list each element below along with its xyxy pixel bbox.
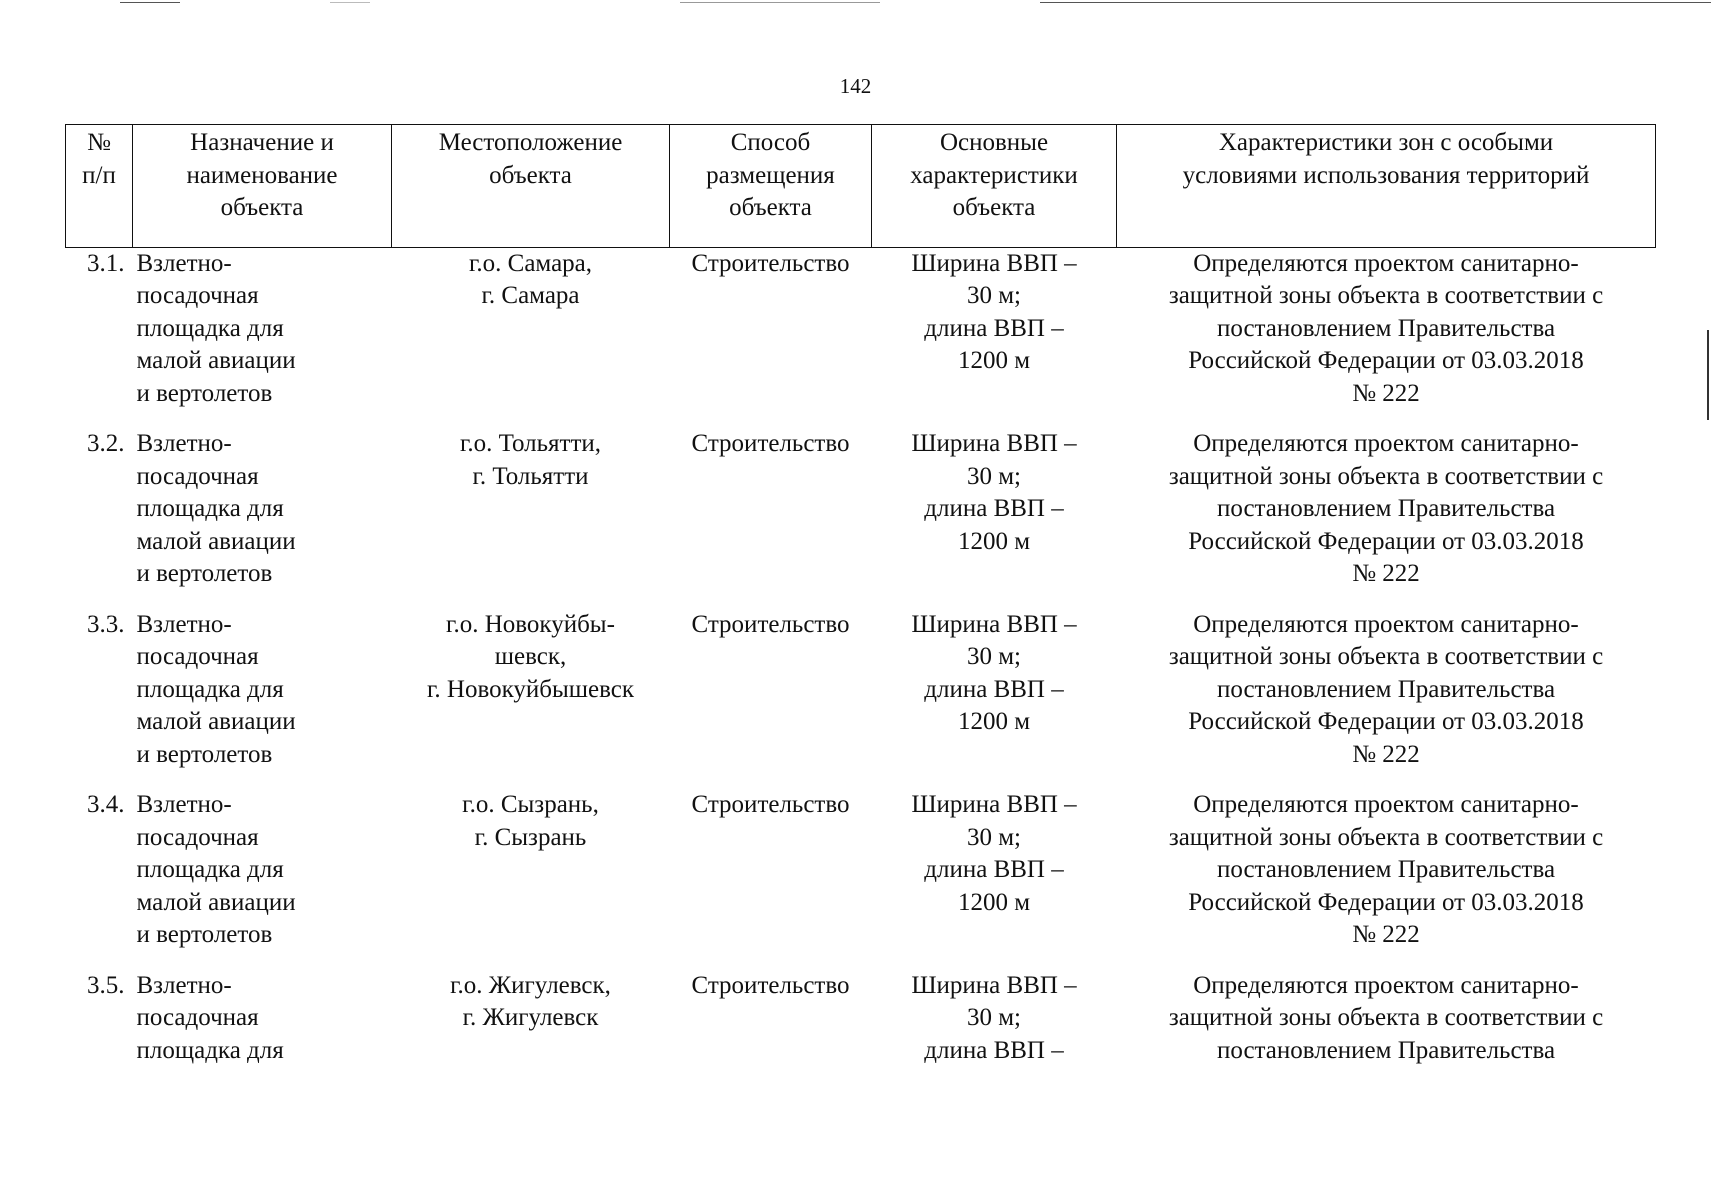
scan-edge-line — [1040, 2, 1711, 3]
cell-text-line: 1200 м — [957, 347, 1031, 374]
cell-text-line: защитной зоны объекта в соответствии с — [1168, 282, 1604, 309]
cell-location — [392, 247, 670, 423]
header-text-line: Основные — [939, 129, 1049, 156]
cell-number: 3.4. — [87, 791, 125, 818]
cell-text-line: № 222 — [1352, 740, 1420, 768]
header-text-line: объекта — [952, 194, 1036, 221]
cell-text-line: защитной зоны объекта в соответствии с — [1168, 643, 1604, 670]
table-row — [66, 784, 1656, 965]
header-text-line: п/п — [82, 161, 116, 189]
cell-text-line: Взлетно- — [136, 791, 232, 818]
cell-text-line: защитной зоны объекта в соответствии с — [1168, 462, 1604, 490]
header-text-line: условиями использования территорий — [1182, 161, 1590, 189]
cell-text-line: длина ВВП – — [924, 1036, 1064, 1064]
header-text-line: размещения — [706, 161, 835, 189]
header-text-line: Характеристики зон с особыми — [1218, 129, 1554, 156]
cell-text-line: шевск, — [494, 643, 567, 670]
cell-text-line: постановлением Правительства — [1216, 314, 1556, 342]
cell-text-line: длина ВВП – — [924, 314, 1064, 342]
cell-text-line: Ширина ВВП – — [911, 610, 1077, 638]
table-row — [66, 965, 1656, 1081]
cell-text-line: и вертолетов — [136, 560, 273, 587]
cell-number: 3.1. — [87, 249, 125, 277]
cell-text-line: и вертолетов — [136, 921, 273, 948]
cell-text-line: № 222 — [1352, 379, 1420, 407]
cell-object-name — [133, 423, 392, 604]
cell-text-line: Взлетно- — [136, 430, 232, 457]
cell-characteristics — [872, 423, 1117, 604]
cell-placement-method: Строительство — [691, 610, 850, 638]
table-row — [66, 247, 1656, 423]
cell-text-line: г.о. Тольятти, — [459, 430, 602, 457]
cell-text-line: длина ВВП – — [924, 675, 1064, 703]
cell-text-line: постановлением Правительства — [1216, 675, 1556, 703]
header-purpose-name — [133, 125, 392, 248]
cell-text-line: Российской Федерации от 03.03.2018 — [1188, 888, 1584, 916]
cell-text-line: Определяются проектом санитарно- — [1193, 430, 1579, 457]
cell-object-name — [133, 604, 392, 785]
header-zone-characteristics — [1117, 125, 1656, 248]
cell-text-line: площадка для — [136, 314, 284, 342]
cell-object-name — [133, 784, 392, 965]
cell-text-line: г. Жигулевск — [462, 1004, 599, 1031]
cell-zone-characteristics — [1117, 784, 1656, 965]
cell-text-line: постановлением Правительства — [1216, 495, 1556, 522]
cell-number: 3.2. — [87, 430, 125, 457]
cell-object-name — [133, 965, 392, 1081]
cell-text-line: № 222 — [1352, 560, 1420, 587]
objects-table — [65, 124, 1656, 1080]
cell-location — [392, 784, 670, 965]
cell-zone-characteristics — [1117, 604, 1656, 785]
cell-characteristics — [872, 784, 1117, 965]
cell-text-line: защитной зоны объекта в соответствии с — [1168, 1004, 1604, 1031]
cell-text-line: площадка для — [136, 856, 284, 883]
table-row — [66, 604, 1656, 785]
cell-text-line: защитной зоны объекта в соответствии с — [1168, 823, 1604, 851]
cell-text-line: площадка для — [136, 1036, 284, 1064]
scan-edge-line — [330, 2, 370, 3]
cell-text-line: площадка для — [136, 675, 284, 703]
cell-zone-characteristics — [1117, 965, 1656, 1081]
table-body — [66, 247, 1656, 1080]
header-number — [66, 125, 133, 248]
table-row — [66, 423, 1656, 604]
cell-text-line: постановлением Правительства — [1216, 1036, 1556, 1064]
header-text-line: объекта — [489, 161, 572, 189]
cell-text-line: Взлетно- — [136, 249, 232, 277]
cell-text-line: посадочная — [136, 823, 259, 851]
cell-characteristics — [872, 247, 1117, 423]
cell-text-line: Ширина ВВП – — [911, 249, 1077, 277]
scan-edge-line — [120, 2, 180, 3]
cell-text-line: длина ВВП – — [924, 856, 1064, 883]
cell-placement-method: Строительство — [691, 249, 850, 277]
cell-text-line: г. Тольятти — [472, 462, 589, 490]
scan-edge-line — [680, 2, 880, 3]
cell-characteristics — [872, 604, 1117, 785]
header-row — [66, 125, 1656, 248]
cell-text-line: Ширина ВВП – — [911, 791, 1077, 818]
cell-text-line: Российской Федерации от 03.03.2018 — [1188, 347, 1584, 374]
cell-text-line: 30 м; — [966, 823, 1022, 851]
cell-text-line: 30 м; — [966, 643, 1022, 670]
cell-text-line: Определяются проектом санитарно- — [1193, 971, 1579, 999]
cell-text-line: Ширина ВВП – — [911, 430, 1077, 457]
cell-text-line: постановлением Правительства — [1216, 856, 1556, 883]
cell-text-line: 30 м; — [966, 282, 1022, 309]
cell-text-line: и вертолетов — [136, 379, 273, 407]
cell-text-line: Ширина ВВП – — [911, 971, 1077, 999]
cell-text-line: малой авиации — [136, 708, 296, 735]
cell-text-line: № 222 — [1352, 921, 1420, 948]
header-text-line: характеристики — [910, 161, 1078, 189]
cell-text-line: г.о. Новокуйбы- — [446, 610, 615, 638]
cell-text-line: Российской Федерации от 03.03.2018 — [1188, 527, 1584, 555]
header-text-line: Местоположение — [438, 129, 623, 156]
cell-text-line: малой авиации — [136, 347, 296, 374]
cell-placement-method: Строительство — [691, 430, 850, 457]
cell-number: 3.3. — [87, 610, 125, 638]
cell-location — [392, 423, 670, 604]
cell-text-line: длина ВВП – — [924, 495, 1064, 522]
cell-text-line: посадочная — [136, 462, 259, 490]
cell-zone-characteristics — [1117, 423, 1656, 604]
cell-placement-method: Строительство — [691, 791, 850, 818]
cell-text-line: 1200 м — [957, 527, 1031, 555]
cell-text-line: Взлетно- — [136, 610, 232, 638]
cell-text-line: 30 м; — [966, 462, 1022, 490]
cell-text-line: г. Самара — [481, 282, 580, 309]
cell-text-line: Российской Федерации от 03.03.2018 — [1188, 708, 1584, 735]
header-text-line: объекта — [729, 194, 812, 221]
cell-text-line: г. Новокуйбышевск — [426, 675, 635, 703]
header-text-line: № — [87, 129, 111, 156]
cell-placement-method: Строительство — [691, 971, 850, 999]
cell-text-line: 1200 м — [957, 708, 1031, 735]
cell-characteristics — [872, 965, 1117, 1081]
header-text-line: наименование — [186, 161, 338, 189]
cell-text-line: Взлетно- — [136, 971, 232, 999]
header-location — [392, 125, 670, 248]
table-header — [66, 125, 1656, 248]
cell-text-line: посадочная — [136, 282, 259, 309]
header-placement-method — [670, 125, 872, 248]
cell-text-line: Определяются проектом санитарно- — [1193, 791, 1579, 818]
cell-text-line: малой авиации — [136, 527, 296, 555]
cell-text-line: посадочная — [136, 643, 259, 670]
cell-text-line: Определяются проектом санитарно- — [1193, 249, 1579, 277]
page-number: 142 — [839, 74, 872, 98]
scan-edge-mark — [1707, 330, 1709, 420]
cell-text-line: Определяются проектом санитарно- — [1193, 610, 1579, 638]
header-text-line: Назначение и — [190, 129, 334, 156]
cell-text-line: малой авиации — [136, 888, 296, 916]
cell-text-line: площадка для — [136, 495, 284, 522]
cell-object-name — [133, 247, 392, 423]
cell-location — [392, 604, 670, 785]
header-main-characteristics — [872, 125, 1117, 248]
header-text-line: объекта — [220, 194, 304, 221]
cell-text-line: г.о. Сызрань, — [462, 791, 599, 818]
cell-text-line: г.о. Жигулевск, — [450, 971, 611, 999]
cell-text-line: 1200 м — [957, 888, 1031, 916]
cell-number: 3.5. — [87, 971, 125, 999]
cell-text-line: 30 м; — [966, 1004, 1022, 1031]
cell-text-line: и вертолетов — [136, 740, 273, 768]
cell-text-line: г. Сызрань — [474, 823, 587, 851]
cell-text-line: г.о. Самара, — [468, 249, 593, 277]
header-text-line: Способ — [730, 129, 811, 156]
cell-text-line: посадочная — [136, 1004, 259, 1031]
cell-location — [392, 965, 670, 1081]
cell-zone-characteristics — [1117, 247, 1656, 423]
